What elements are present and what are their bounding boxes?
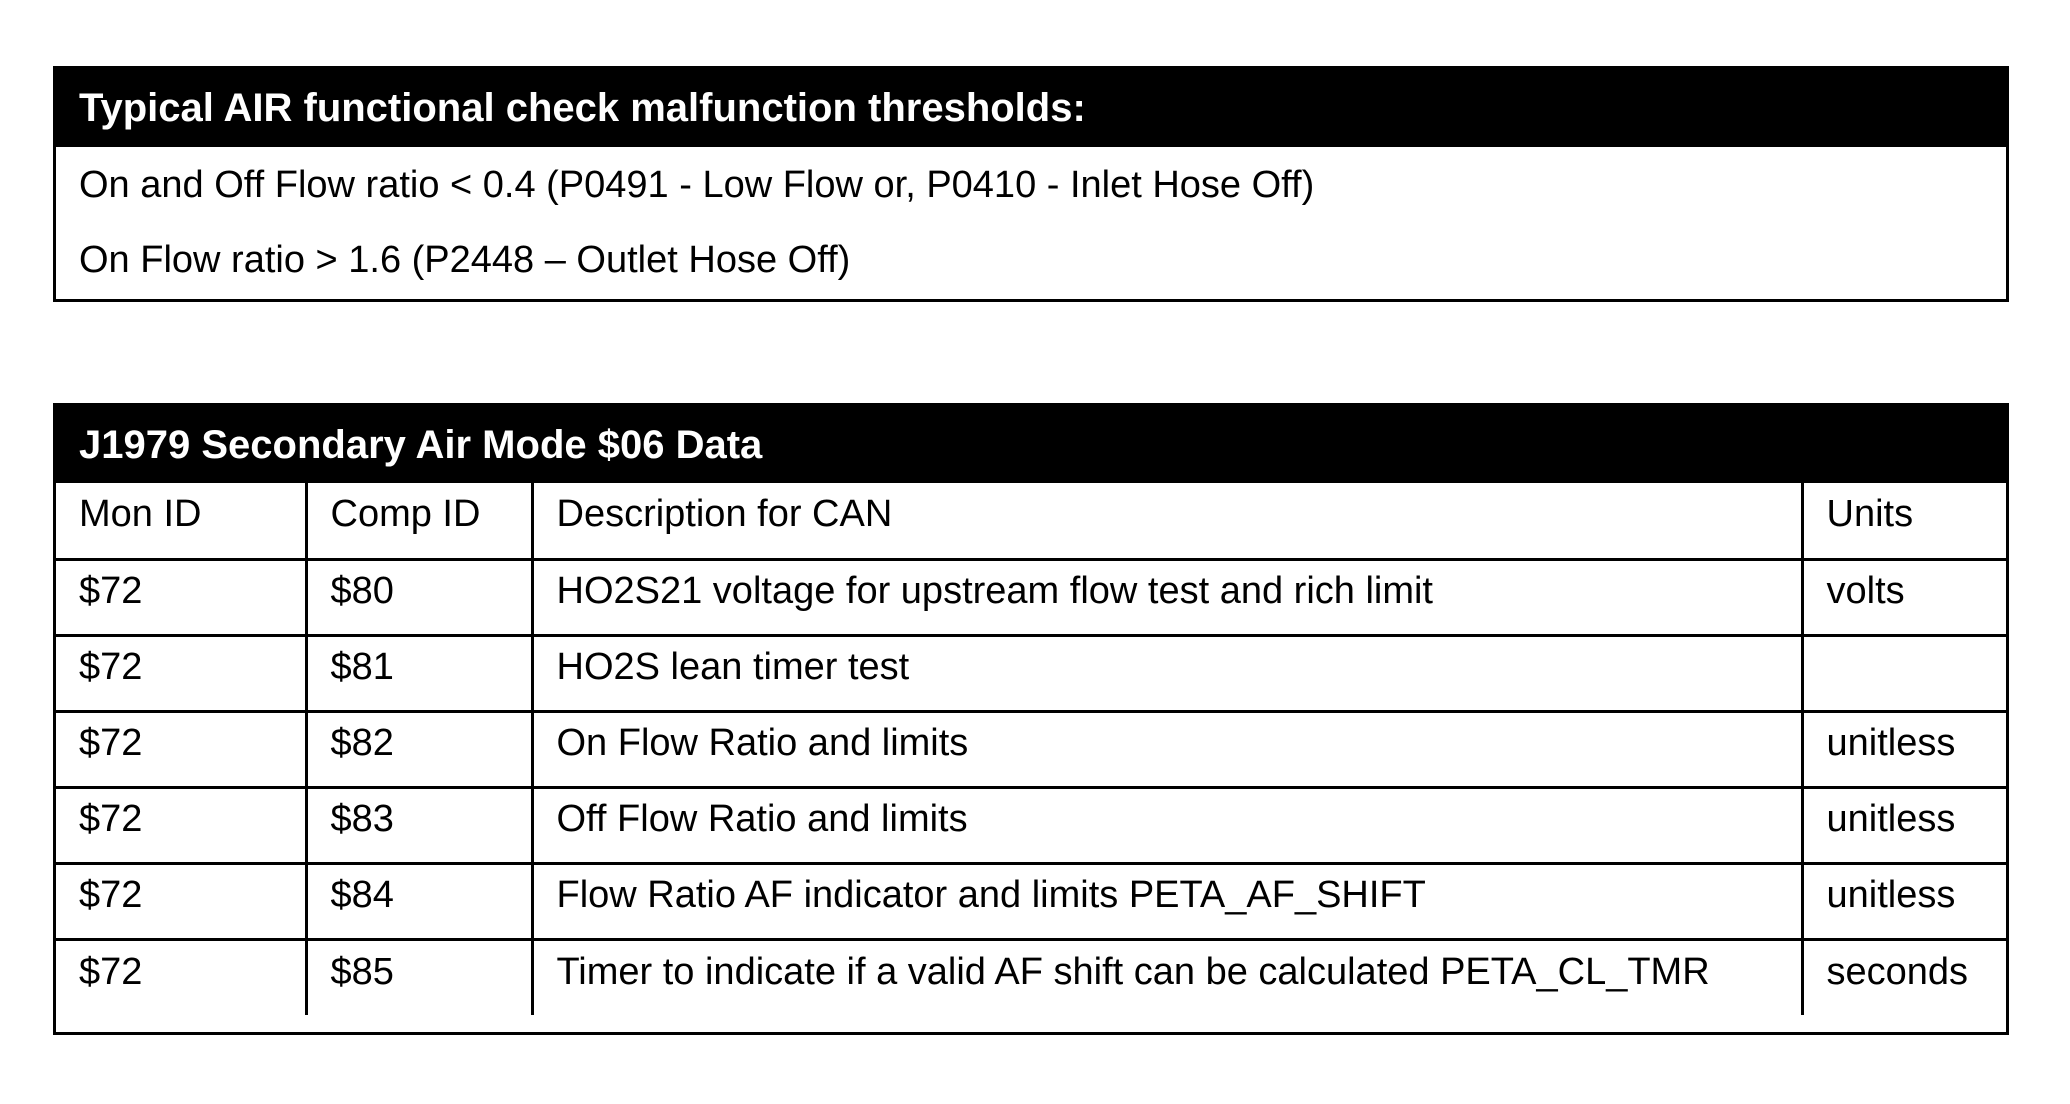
mon-id-cell: $72 (56, 711, 306, 787)
thresholds-box (53, 66, 2009, 302)
comp-id-cell: $83 (306, 787, 532, 863)
mode06-title: J1979 Secondary Air Mode $06 Data (56, 406, 2006, 483)
description-cell: HO2S21 voltage for upstream flow test and rich limit (532, 559, 1802, 635)
units-cell: unitless (1802, 863, 2006, 939)
mon-id-cell: $72 (56, 559, 306, 635)
thresholds-title: Typical AIR functional check malfunction thresholds: (56, 69, 2006, 147)
threshold-line: On and Off Flow ratio < 0.4 (P0491 - Low Flow or, P0410 - Inlet Hose Off) (79, 164, 1315, 206)
comp-id-cell: $84 (306, 863, 532, 939)
units-cell (1802, 635, 2006, 711)
threshold-line: On Flow ratio > 1.6 (P2448 – Outlet Hose Off) (79, 239, 851, 281)
units-cell: unitless (1802, 711, 2006, 787)
mon-id-cell: $72 (56, 787, 306, 863)
table-row (56, 635, 2006, 711)
column-header-units: Units (1802, 483, 2006, 559)
column-header-comp-id: Comp ID (306, 483, 532, 559)
column-header-mon-id: Mon ID (79, 493, 202, 536)
table-header-row (56, 483, 2006, 559)
description-cell: On Flow Ratio and limits (532, 711, 1802, 787)
mode06-box (53, 403, 2009, 1035)
description-cell: Off Flow Ratio and limits (532, 787, 1802, 863)
mode06-table (56, 483, 2006, 1015)
units-cell: seconds (1802, 939, 2006, 1015)
description-cell: Flow Ratio AF indicator and limits PETA_AF_SHIFT (532, 863, 1802, 939)
mon-id-cell: $72 (56, 939, 306, 1015)
description-cell: Timer to indicate if a valid AF shift can be calculated PETA_CL_TMR (532, 939, 1802, 1015)
mon-id-cell: $72 (56, 863, 306, 939)
comp-id-cell: $82 (306, 711, 532, 787)
comp-id-cell: $81 (306, 635, 532, 711)
table-row (56, 863, 2006, 939)
column-header-description: Description for CAN (532, 483, 1802, 559)
table-row (56, 939, 2006, 1015)
table-row (56, 787, 2006, 863)
mon-id-cell: $72 (56, 635, 306, 711)
units-cell: volts (1802, 559, 2006, 635)
table-row (56, 559, 2006, 635)
comp-id-cell: $85 (306, 939, 532, 1015)
comp-id-cell: $80 (306, 559, 532, 635)
description-cell: HO2S lean timer test (532, 635, 1802, 711)
units-cell: unitless (1802, 787, 2006, 863)
table-row (56, 711, 2006, 787)
